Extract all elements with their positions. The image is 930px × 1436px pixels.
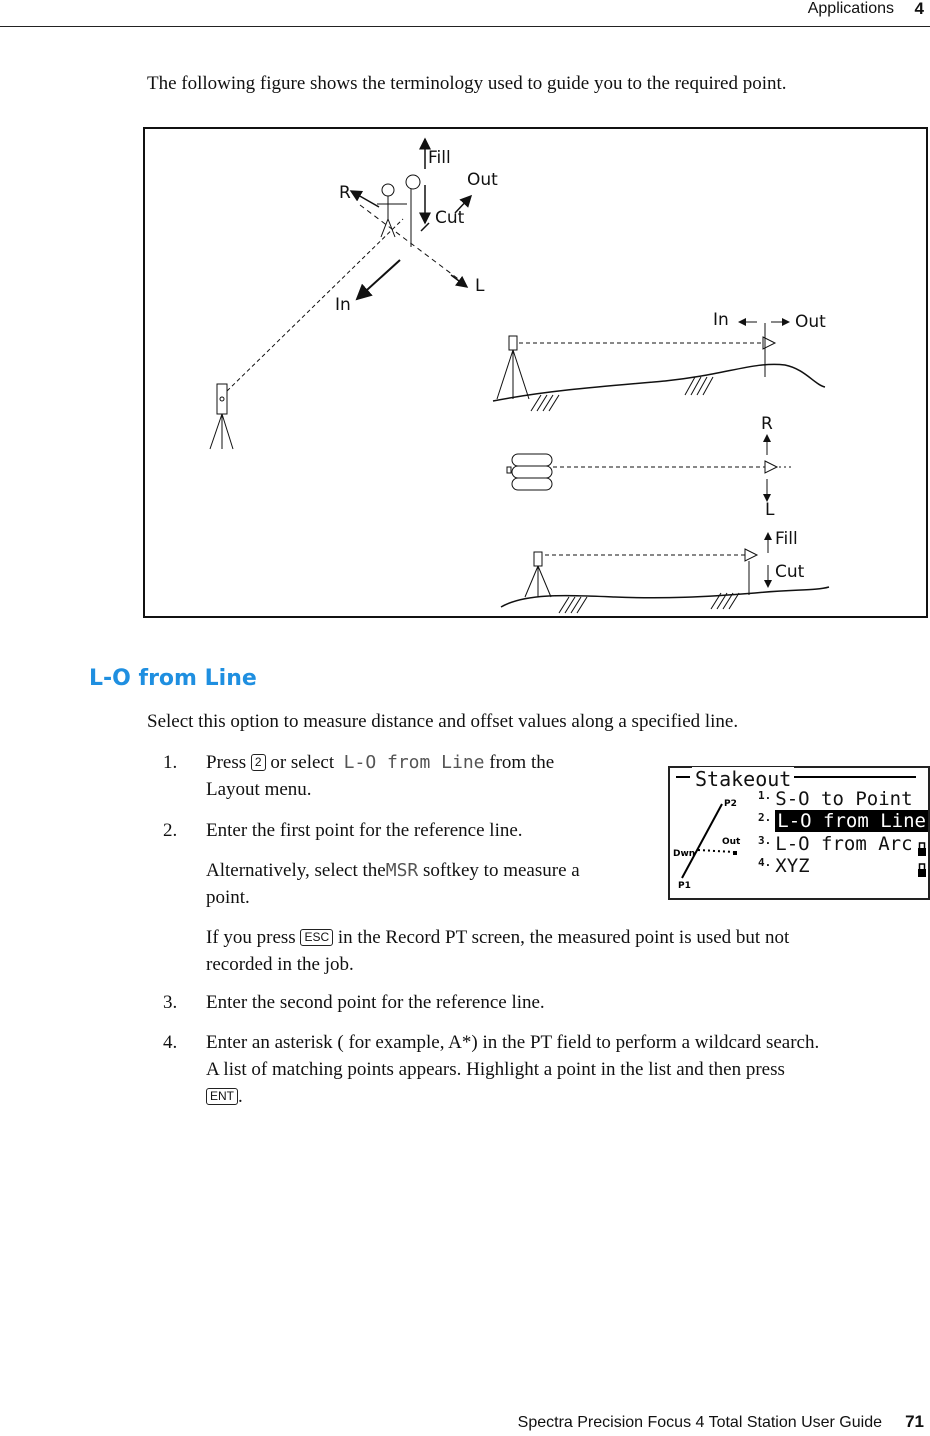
label-in-right: In — [713, 310, 729, 330]
step-2-number: 2. — [163, 820, 178, 841]
label-r-right: R — [761, 414, 773, 434]
terminology-diagram — [145, 129, 926, 616]
lcd-menu-item-3[interactable]: $^{3.}$ L-O from Arc — [758, 833, 913, 855]
step-2: Enter the first point for the reference line. — [206, 820, 523, 841]
label-in-top: In — [335, 295, 351, 315]
rod-person-icon — [377, 175, 420, 247]
tripod-in-out-icon — [497, 336, 529, 399]
menu-code: L-O from Line — [343, 752, 485, 773]
section-heading: L-O from Line — [89, 666, 257, 691]
lcd-title: Stakeout — [692, 767, 794, 791]
lcd-menu-item-4[interactable]: $^{4.}$ XYZ — [758, 855, 810, 877]
lcd-menu-item-1[interactable]: $^{1.}$ S-O to Point — [758, 788, 913, 810]
total-station-icon — [210, 384, 233, 449]
intro-paragraph: The following figure shows the terminology used to guide you to the required point. — [147, 73, 787, 94]
lcd-menu-item-2[interactable]: $^{2.}$ L-O from Line — [758, 810, 926, 832]
step-2-alternative: Alternatively, select theMSR softkey to measure a point. — [206, 860, 580, 908]
step-1-number: 1. — [163, 752, 178, 773]
lock-icon — [918, 864, 926, 877]
label-out-right: Out — [795, 312, 826, 332]
label-fill-right: Fill — [775, 529, 798, 549]
softkey-msr: MSR — [385, 860, 419, 881]
footer-title: Spectra Precision Focus 4 Total Station User Guide — [517, 1414, 882, 1431]
step-1: Press 2 or select L-O from Line from the Layout menu. — [206, 752, 555, 800]
label-out-top: Out — [467, 170, 498, 190]
page-header — [0, 0, 930, 27]
section-description: Select this option to measure distance and offset values along a specified line. — [147, 711, 739, 732]
key-ent-icon: ENT — [206, 1088, 238, 1105]
lcd-dwn: Dwn — [673, 849, 696, 859]
terminology-figure — [143, 127, 928, 618]
label-cut-right: Cut — [775, 562, 805, 582]
instrument-plan-icon — [507, 454, 552, 490]
step-4: Enter an asterisk ( for example, A*) in the PT field to perform a wildcard search. A list of matching points appears. Highlight a point in the list and then press ENT . — [206, 1032, 820, 1107]
stakeout-screen — [668, 766, 930, 900]
lcd-out: Out — [722, 837, 741, 847]
step-4-number: 4. — [163, 1032, 178, 1053]
step-3-number: 3. — [163, 992, 178, 1013]
tripod-fill-cut-icon — [525, 552, 551, 597]
header-chapter: 4 — [914, 0, 924, 18]
key-2-icon: 2 — [251, 754, 266, 771]
lcd-p2: P2 — [724, 799, 737, 809]
key-esc-icon: ESC — [300, 929, 333, 946]
lock-icon — [918, 843, 926, 856]
label-l-top: L — [475, 276, 485, 296]
label-fill-top: Fill — [428, 148, 451, 168]
header-section: Applications — [807, 0, 894, 17]
label-r-top: R — [339, 183, 351, 203]
step-3: Enter the second point for the reference line. — [206, 992, 545, 1013]
label-l-right: L — [765, 500, 775, 520]
footer-page-number: 71 — [905, 1412, 924, 1431]
lcd-p1: P1 — [678, 881, 691, 891]
step-2-esc-note: If you press ESC in the Record PT screen, the measured point is used but not recorded in the job. — [206, 927, 790, 975]
label-cut-top: Cut — [435, 208, 465, 228]
